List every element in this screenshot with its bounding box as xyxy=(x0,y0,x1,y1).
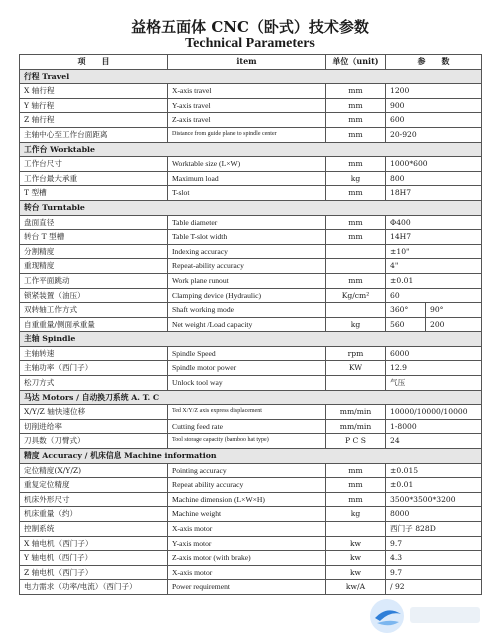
item-cn-cell: 电力需求（功率/电流）（西门子） xyxy=(20,580,168,595)
item-en-cell: Table T-slot width xyxy=(168,230,326,245)
item-cn-cell: X 轴电机（西门子） xyxy=(20,536,168,551)
value-cell: 1000*600 xyxy=(386,157,482,172)
table-row xyxy=(20,522,482,537)
header-unit: 单位（unit) xyxy=(326,55,386,70)
unit-cell: mm xyxy=(326,463,386,478)
item-en-cell: Power requirement xyxy=(168,580,326,595)
value-cell: ±0.01 xyxy=(386,273,482,288)
item-en-cell: X-axis motor xyxy=(168,522,326,537)
table-row xyxy=(20,507,482,522)
item-cn-cell: 刀具数（刀臂式） xyxy=(20,434,168,449)
item-en-cell: Distance from guide plane to spindle center xyxy=(168,127,326,142)
item-en-cell: X-axis motor xyxy=(168,565,326,580)
unit-cell: kg xyxy=(326,507,386,522)
item-en-cell: Worktable size (L×W) xyxy=(168,157,326,172)
item-en-cell: Z-axis travel xyxy=(168,113,326,128)
value-cell: ±10" xyxy=(386,244,482,259)
section-row xyxy=(20,69,482,84)
section-row xyxy=(20,449,482,464)
item-en-cell: Machine weight xyxy=(168,507,326,522)
table-row xyxy=(20,273,482,288)
table-row xyxy=(20,405,482,420)
item-cn-cell: T 型槽 xyxy=(20,186,168,201)
item-cn-cell: 锁紧装置（油压） xyxy=(20,288,168,303)
unit-cell: Kg/cm² xyxy=(326,288,386,303)
item-cn-cell: 重复定位精度 xyxy=(20,478,168,493)
value-cell: ±0.01 xyxy=(386,478,482,493)
table-header-row xyxy=(20,55,482,70)
title-english: Technical Parameters xyxy=(185,36,315,51)
item-en-cell: Work plane runout xyxy=(168,273,326,288)
value-cell: 9.7 xyxy=(386,565,482,580)
item-cn-cell: X 轴行程 xyxy=(20,84,168,99)
item-cn-cell: 工作平面跳动 xyxy=(20,273,168,288)
value-cell: 8000 xyxy=(386,507,482,522)
value-cell: 12.9 xyxy=(386,361,482,376)
unit-cell: mm xyxy=(326,230,386,245)
item-en-cell: Y-axis travel xyxy=(168,98,326,113)
title-chinese: 益格五面体 CNC（卧式）技术参数 xyxy=(131,18,369,36)
table-row xyxy=(20,113,482,128)
item-en-cell: X-axis travel xyxy=(168,84,326,99)
unit-cell: mm xyxy=(326,478,386,493)
item-en-cell: Ted X/Y/Z axis express displacement xyxy=(168,405,326,420)
section-title: 行程 Travel xyxy=(20,69,482,84)
header-item-cn: 项 目 xyxy=(20,55,168,70)
value-cell: 9.7 xyxy=(386,536,482,551)
section-row xyxy=(20,390,482,405)
value-cell: 4.3 xyxy=(386,551,482,566)
unit-cell: mm xyxy=(326,157,386,172)
item-cn-cell: 主轴中心至工作台面距离 xyxy=(20,127,168,142)
item-en-cell: Repeat-ability accuracy xyxy=(168,259,326,274)
unit-cell: rpm xyxy=(326,346,386,361)
unit-cell: mm xyxy=(326,127,386,142)
item-en-cell: Machine dimension (L×W×H) xyxy=(168,492,326,507)
item-en-cell: Y-axis motor xyxy=(168,536,326,551)
item-en-cell: Table diameter xyxy=(168,215,326,230)
unit-cell xyxy=(326,522,386,537)
item-cn-cell: X/Y/Z 轴快速位移 xyxy=(20,405,168,420)
item-cn-cell: 工作台尺寸 xyxy=(20,157,168,172)
item-en-cell: Unlock tool way xyxy=(168,376,326,391)
item-cn-cell: 盘面直径 xyxy=(20,215,168,230)
unit-cell xyxy=(326,303,386,318)
section-row xyxy=(20,332,482,347)
item-cn-cell: 主轴转速 xyxy=(20,346,168,361)
item-cn-cell: Y 轴行程 xyxy=(20,98,168,113)
value-cell: 18H7 xyxy=(386,186,482,201)
table-row xyxy=(20,536,482,551)
unit-cell xyxy=(326,244,386,259)
unit-cell xyxy=(326,376,386,391)
item-cn-cell: 主轴功率（西门子） xyxy=(20,361,168,376)
item-en-cell: Maximum load xyxy=(168,171,326,186)
table-row xyxy=(20,419,482,434)
unit-cell: kw xyxy=(326,551,386,566)
item-en-cell: T-slot xyxy=(168,186,326,201)
section-title: 工作台 Worktable xyxy=(20,142,482,157)
value-cell: 4" xyxy=(386,259,482,274)
item-en-cell: Pointing accuracy xyxy=(168,463,326,478)
value-cell: 560 xyxy=(386,317,426,332)
item-cn-cell: 自重重量/侧面承重量 xyxy=(20,317,168,332)
watermark-circle xyxy=(370,599,404,633)
value-cell: 20-920 xyxy=(386,127,482,142)
value-cell: 600 xyxy=(386,113,482,128)
item-cn-cell: 切削进给率 xyxy=(20,419,168,434)
item-en-cell: Clamping device (Hydraulic) xyxy=(168,288,326,303)
table-row xyxy=(20,565,482,580)
unit-cell: mm xyxy=(326,98,386,113)
table-row xyxy=(20,376,482,391)
section-title: 马达 Motors / 自动换刀系统 A. T. C xyxy=(20,390,482,405)
unit-cell: mm xyxy=(326,186,386,201)
item-cn-cell: 机床外形尺寸 xyxy=(20,492,168,507)
value-cell: 800 xyxy=(386,171,482,186)
table-row xyxy=(20,127,482,142)
table-row xyxy=(20,303,482,318)
section-row xyxy=(20,200,482,215)
unit-cell: mm/min xyxy=(326,405,386,420)
table-row xyxy=(20,98,482,113)
unit-cell: mm xyxy=(326,492,386,507)
table-row xyxy=(20,171,482,186)
value-cell: 14H7 xyxy=(386,230,482,245)
value-cell: 3500*3500*3200 xyxy=(386,492,482,507)
unit-cell: kg xyxy=(326,317,386,332)
item-en-cell: Spindle Speed xyxy=(168,346,326,361)
item-en-cell: Indexing accuracy xyxy=(168,244,326,259)
table-row xyxy=(20,317,482,332)
watermark-logo xyxy=(368,597,486,635)
value-cell: 24 xyxy=(386,434,482,449)
unit-cell: P C S xyxy=(326,434,386,449)
table-row xyxy=(20,84,482,99)
unit-cell: mm xyxy=(326,273,386,288)
value-cell: / 92 xyxy=(386,580,482,595)
unit-cell: mm/min xyxy=(326,419,386,434)
section-title: 主轴 Spindle xyxy=(20,332,482,347)
spec-table xyxy=(19,54,482,595)
table-row xyxy=(20,463,482,478)
value-cell: ±0.015 xyxy=(386,463,482,478)
item-cn-cell: 机床重量（约） xyxy=(20,507,168,522)
table-row xyxy=(20,478,482,493)
item-cn-cell: 控制系统 xyxy=(20,522,168,537)
item-cn-cell: 双转轴工作方式 xyxy=(20,303,168,318)
item-cn-cell: 松刀方式 xyxy=(20,376,168,391)
value-cell: 360° xyxy=(386,303,426,318)
unit-cell: kw xyxy=(326,536,386,551)
item-en-cell: Z-axis motor (with brake) xyxy=(168,551,326,566)
section-title: 精度 Accuracy / 机床信息 Machine information xyxy=(20,449,482,464)
value-cell: 西门子 828D xyxy=(386,522,482,537)
item-cn-cell: 定位精度(X/Y/Z) xyxy=(20,463,168,478)
header-item-en: item xyxy=(168,55,326,70)
value-cell: 6000 xyxy=(386,346,482,361)
item-cn-cell: 工作台最大承重 xyxy=(20,171,168,186)
value-cell: 10000/10000/10000 xyxy=(386,405,482,420)
table-row xyxy=(20,434,482,449)
table-body xyxy=(20,69,482,594)
section-row xyxy=(20,142,482,157)
item-cn-cell: 重现精度 xyxy=(20,259,168,274)
table-row xyxy=(20,346,482,361)
value-cell-2: 90° xyxy=(426,303,482,318)
unit-cell xyxy=(326,259,386,274)
item-cn-cell: 分割精度 xyxy=(20,244,168,259)
table-row xyxy=(20,551,482,566)
item-cn-cell: 转台 T 型槽 xyxy=(20,230,168,245)
item-en-cell: Shaft working mode xyxy=(168,303,326,318)
item-cn-cell: Z 轴电机（西门子） xyxy=(20,565,168,580)
unit-cell: kw/A xyxy=(326,580,386,595)
table-row xyxy=(20,259,482,274)
section-title: 转台 Turntable xyxy=(20,200,482,215)
item-en-cell: Spindle motor power xyxy=(168,361,326,376)
table-row xyxy=(20,157,482,172)
unit-cell: mm xyxy=(326,113,386,128)
item-cn-cell: Y 轴电机（西门子） xyxy=(20,551,168,566)
item-cn-cell: Z 轴行程 xyxy=(20,113,168,128)
table-row xyxy=(20,186,482,201)
header-parameters: 参 数 xyxy=(386,55,482,70)
item-en-cell: Tool storage capacity (bamboo hat type) xyxy=(168,434,326,449)
item-en-cell: Repeat ability accuracy xyxy=(168,478,326,493)
value-cell: 60 xyxy=(386,288,482,303)
value-cell-2: 200 xyxy=(426,317,482,332)
value-cell: Φ400 xyxy=(386,215,482,230)
table-row xyxy=(20,244,482,259)
value-cell: 900 xyxy=(386,98,482,113)
item-en-cell: Cutting feed rate xyxy=(168,419,326,434)
unit-cell: KW xyxy=(326,361,386,376)
unit-cell: mm xyxy=(326,215,386,230)
unit-cell: kw xyxy=(326,565,386,580)
value-cell: 1-8000 xyxy=(386,419,482,434)
value-cell: 1200 xyxy=(386,84,482,99)
table-row xyxy=(20,288,482,303)
unit-cell: mm xyxy=(326,84,386,99)
table-row xyxy=(20,492,482,507)
unit-cell: kg xyxy=(326,171,386,186)
table-row xyxy=(20,361,482,376)
value-cell: 气压 xyxy=(386,376,482,391)
table-row xyxy=(20,580,482,595)
item-en-cell: Net weight /Load capacity xyxy=(168,317,326,332)
table-row xyxy=(20,215,482,230)
table-row xyxy=(20,230,482,245)
